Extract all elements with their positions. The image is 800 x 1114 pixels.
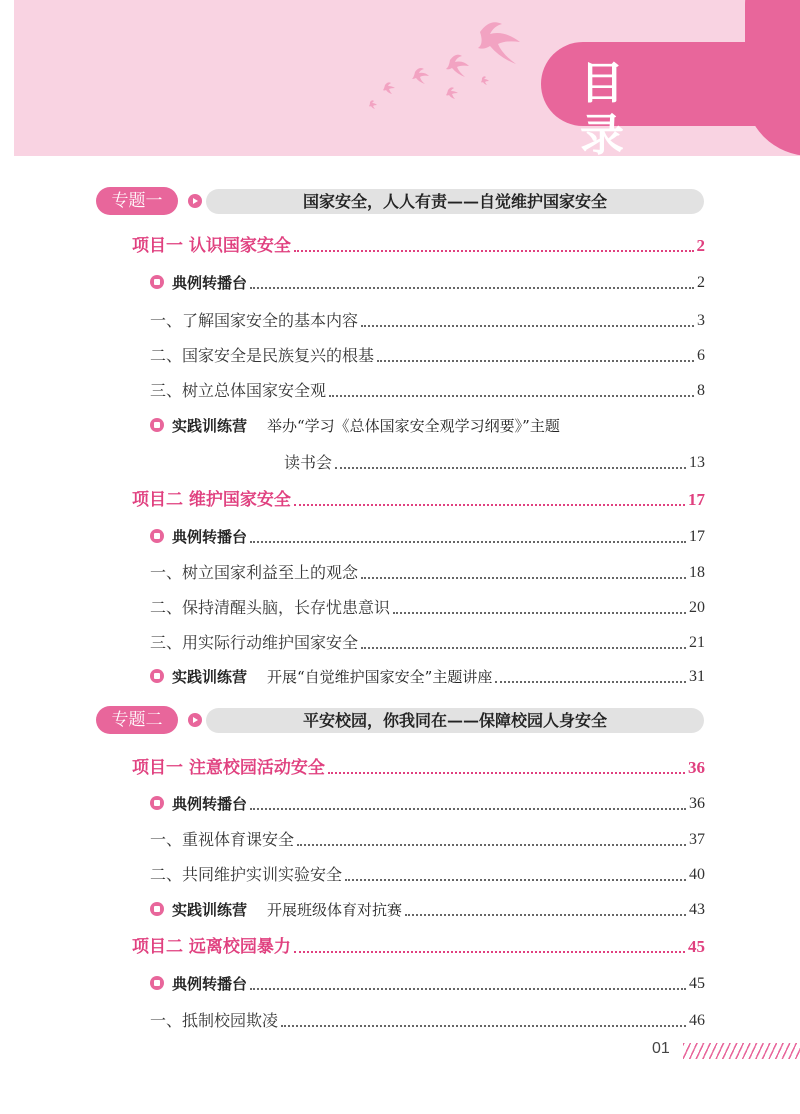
entry-page: 17: [688, 490, 705, 509]
topic-badge: 专题一: [96, 187, 178, 215]
entry-label: 三、用实际行动维护国家安全: [150, 633, 359, 652]
toc-section-entry[interactable]: [150, 897, 705, 921]
entry-page: 21: [689, 634, 705, 651]
entry-page: 40: [689, 866, 705, 883]
toc-item-entry[interactable]: [150, 560, 705, 584]
dot-leader: [335, 467, 686, 469]
entry-page: 2: [697, 274, 705, 291]
toc-item-entry[interactable]: [150, 378, 705, 402]
entry-label: 二、国家安全是民族复兴的根基: [150, 346, 375, 365]
entry-page: 36: [689, 795, 705, 812]
entry-page: 45: [689, 975, 705, 992]
dot-leader: [393, 612, 686, 614]
circle-bullet-icon: [150, 529, 164, 543]
entry-label: 项目二 远离校园暴力: [132, 937, 291, 957]
dot-leader: [329, 395, 694, 397]
entry-page: 45: [688, 937, 705, 956]
circle-bullet-icon: [150, 418, 164, 432]
topic-title: 平安校园，你我同在——保障校园人身安全: [302, 711, 607, 730]
footer-stripes: [683, 1043, 800, 1059]
topic-header-1: [96, 187, 704, 215]
topic-badge: 专题二: [96, 706, 178, 734]
toc-project-entry[interactable]: [132, 934, 705, 958]
page-number: 01: [652, 1040, 670, 1057]
toc-item-entry[interactable]: [150, 630, 705, 654]
dot-leader: [361, 577, 686, 579]
entry-label: 一、重视体育课安全: [150, 830, 295, 849]
entry-extra: 开展“自觉维护国家安全”主题讲座: [267, 668, 493, 686]
toc-item-entry[interactable]: [150, 595, 705, 619]
entry-label: 三、树立总体国家安全观: [150, 381, 327, 400]
entry-label: 典例转播台: [172, 795, 248, 813]
entry-label: 典例转播台: [172, 528, 248, 546]
entry-page: 31: [689, 668, 705, 685]
entry-extra: 举办“学习《总体国家安全观学习纲要》”主题: [267, 417, 560, 435]
entry-page: 3: [697, 312, 705, 329]
dot-leader: [361, 325, 694, 327]
toc-section-entry[interactable]: [150, 664, 705, 688]
entry-page: 18: [689, 564, 705, 581]
dot-leader: [377, 360, 694, 362]
toc-item-entry[interactable]: [150, 1008, 705, 1032]
entry-label: 实践训练营: [172, 668, 248, 686]
entry-page: 37: [689, 831, 705, 848]
toc-item-entry[interactable]: [150, 343, 705, 367]
entry-label: 典例转播台: [172, 975, 248, 993]
toc-item-entry[interactable]: [150, 308, 705, 332]
entry-label: 二、保持清醒头脑，长存忧患意识: [150, 598, 391, 617]
entry-label: 实践训练营: [172, 901, 248, 919]
entry-label: 实践训练营: [172, 417, 248, 435]
toc-project-entry[interactable]: [132, 487, 705, 511]
dot-leader: [345, 879, 686, 881]
entry-label: 二、共同维护实训实验安全: [150, 865, 343, 884]
entry-label: 项目二 维护国家安全: [132, 490, 291, 510]
toc-project-entry[interactable]: [132, 233, 705, 257]
dot-leader: [294, 504, 685, 506]
dot-leader: [250, 988, 686, 990]
flying-birds-icon: [360, 10, 540, 120]
entry-page: 6: [697, 347, 705, 364]
dot-leader: [250, 287, 694, 289]
dot-leader: [250, 808, 686, 810]
dot-leader: [294, 250, 694, 252]
entry-label: 一、了解国家安全的基本内容: [150, 311, 359, 330]
entry-label: 读书会: [284, 453, 333, 472]
entry-page: 36: [688, 758, 705, 777]
toc-section-entry[interactable]: [150, 270, 705, 294]
entry-label: 项目一 注意校园活动安全: [132, 758, 325, 778]
dot-leader: [405, 914, 686, 916]
toc-section-entry[interactable]: [150, 413, 705, 437]
dot-leader: [297, 844, 686, 846]
dot-leader: [361, 647, 686, 649]
dot-leader: [328, 772, 685, 774]
toc-section-entry[interactable]: [150, 971, 705, 995]
entry-page: 2: [696, 236, 705, 255]
toc-item-continuation[interactable]: [284, 450, 705, 474]
entry-page: 13: [689, 454, 705, 471]
toc-section-entry[interactable]: [150, 791, 705, 815]
toc-project-entry[interactable]: [132, 755, 705, 779]
entry-page: 17: [689, 528, 705, 545]
topic-title: 国家安全，人人有责——自觉维护国家安全: [302, 192, 607, 211]
circle-bullet-icon: [150, 902, 164, 916]
entry-extra: 开展班级体育对抗赛: [267, 901, 403, 919]
entry-label: 一、抵制校园欺凌: [150, 1011, 279, 1030]
dot-leader: [281, 1025, 686, 1027]
entry-page: 46: [689, 1012, 705, 1029]
circle-bullet-icon: [150, 275, 164, 289]
circle-bullet-icon: [150, 796, 164, 810]
entry-label: 典例转播台: [172, 274, 248, 292]
toc-item-entry[interactable]: [150, 827, 705, 851]
entry-page: 20: [689, 599, 705, 616]
toc-item-entry[interactable]: [150, 862, 705, 886]
entry-page: 43: [689, 901, 705, 918]
dot-leader: [250, 541, 686, 543]
dot-leader: [495, 681, 686, 683]
entry-label: 一、树立国家利益至上的观念: [150, 563, 359, 582]
toc-section-entry[interactable]: [150, 524, 705, 548]
arrow-circle-icon: [188, 194, 202, 208]
circle-bullet-icon: [150, 976, 164, 990]
page-title: 目 录: [580, 58, 658, 161]
circle-bullet-icon: [150, 669, 164, 683]
topic-header-2: [96, 706, 704, 734]
dot-leader: [294, 951, 685, 953]
entry-page: 8: [697, 382, 705, 399]
arrow-circle-icon: [188, 713, 202, 727]
entry-label: 项目一 认识国家安全: [132, 236, 291, 256]
